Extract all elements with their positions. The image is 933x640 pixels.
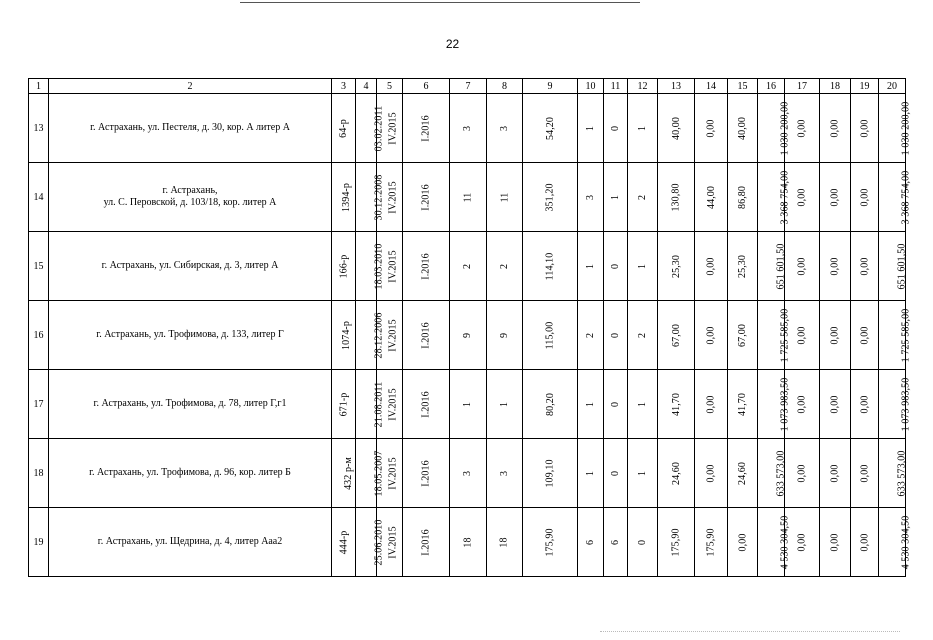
table-row	[29, 94, 906, 163]
cell-c14	[695, 508, 728, 577]
cell-c14	[695, 370, 728, 439]
cell-c4	[356, 301, 385, 370]
cell-value-c12: 2	[636, 332, 648, 338]
cell-c16	[758, 370, 791, 439]
cell-c12	[628, 439, 658, 508]
cell-value-c18: 0,00	[829, 533, 841, 551]
cell-c8	[487, 301, 523, 370]
address-line: г. Астрахань, ул. Сибирская, д. 3, литер А	[101, 260, 279, 271]
cell-c13	[658, 439, 695, 508]
cell-value-c15: 67,00	[737, 323, 748, 347]
cell-value-c8: 11	[499, 192, 510, 202]
cell-value-c15: 41,70	[737, 392, 748, 416]
cell-value-c6: I.2016	[420, 183, 432, 211]
cell-c11	[604, 439, 628, 508]
cell-c10	[578, 439, 604, 508]
cell-value-c4: 30.12.2008	[373, 174, 385, 220]
scan-top-rule	[240, 2, 640, 3]
cell-c10	[578, 301, 604, 370]
column-number-3: 3	[332, 79, 356, 94]
cell-c3	[332, 94, 356, 163]
address-cell	[49, 439, 332, 508]
cell-value-c19: 0,00	[859, 395, 870, 413]
address-line: г. Астрахань, ул. Трофимова, д. 96, кор. литер Б	[89, 467, 291, 478]
cell-c7	[450, 301, 487, 370]
cell-c18	[820, 232, 851, 301]
cell-c20	[879, 370, 912, 439]
cell-c13	[658, 301, 695, 370]
cell-c13	[658, 232, 695, 301]
cell-value-c16: 1 725 585,00	[779, 308, 791, 362]
cell-c18	[820, 301, 851, 370]
cell-c11	[604, 301, 628, 370]
cell-value-c7: 18	[462, 536, 474, 548]
column-number-7: 7	[450, 79, 487, 94]
cell-c8	[487, 508, 523, 577]
cell-value-c5: IV.2015	[387, 456, 399, 490]
cell-value-c6: I.2016	[420, 390, 432, 418]
cell-value-c15: 24,60	[737, 461, 748, 485]
cell-value-c19: 0,00	[859, 326, 870, 344]
cell-c18	[820, 163, 851, 232]
column-number-5: 5	[377, 79, 403, 94]
cell-value-c14: 0,00	[705, 119, 717, 137]
row-number: 14	[29, 163, 49, 232]
cell-c10	[578, 163, 604, 232]
cell-value-c4: 28.12.2006	[373, 312, 385, 358]
cell-c15	[728, 301, 758, 370]
cell-c10	[578, 94, 604, 163]
cell-c19	[851, 301, 879, 370]
cell-value-c6: I.2016	[420, 114, 432, 142]
cell-value-c4: 18.03.2010	[373, 243, 385, 289]
cell-c17	[785, 439, 820, 508]
cell-c7	[450, 370, 487, 439]
cell-c19	[851, 232, 879, 301]
cell-value-c19: 0,00	[859, 257, 870, 275]
row-number: 16	[29, 301, 49, 370]
cell-value-c13: 25,30	[670, 254, 682, 278]
column-number-4: 4	[356, 79, 377, 94]
cell-value-c19: 0,00	[859, 188, 870, 206]
row-number: 17	[29, 370, 49, 439]
cell-value-c3: 671-р	[338, 392, 350, 416]
cell-value-c12: 1	[636, 263, 648, 269]
cell-value-c16: 651 601,50	[775, 243, 787, 289]
cell-c4	[356, 439, 385, 508]
cell-value-c14: 0,00	[705, 257, 717, 275]
cell-c16	[758, 439, 785, 508]
cell-c7	[450, 94, 487, 163]
cell-c19	[851, 439, 879, 508]
cell-value-c8: 9	[498, 332, 510, 338]
cell-value-c5: IV.2015	[387, 249, 399, 283]
cell-c7	[450, 439, 487, 508]
cell-c7	[450, 508, 487, 577]
cell-value-c11: 1	[609, 194, 621, 200]
cell-value-c20: 651 601,50	[896, 243, 908, 289]
cell-value-c5: IV.2015	[387, 318, 399, 352]
cell-value-c18: 0,00	[829, 257, 841, 275]
cell-c18	[820, 508, 851, 577]
cell-value-c17: 0,00	[796, 533, 808, 551]
cell-value-c8: 3	[498, 125, 510, 131]
cell-value-c7: 11	[462, 192, 474, 202]
address-cell	[49, 370, 332, 439]
cell-value-c13: 41,70	[670, 392, 682, 416]
address-line: г. Астрахань, ул. Трофимова, д. 78, литер Г,г1	[93, 398, 287, 409]
cell-value-c6: I.2016	[420, 459, 432, 487]
cell-c12	[628, 232, 658, 301]
cell-c7	[450, 232, 487, 301]
cell-value-c7: 3	[462, 470, 474, 476]
cell-value-c4: 25.06.2010	[373, 519, 385, 565]
cell-value-c11: 0	[609, 332, 621, 338]
cell-value-c10: 3	[584, 194, 596, 200]
cell-value-c13: 130,80	[670, 182, 682, 212]
table-row	[29, 232, 906, 301]
cell-c18	[820, 94, 851, 163]
cell-value-c13: 175,90	[670, 527, 682, 557]
cell-c13	[658, 508, 695, 577]
cell-value-c14: 175,90	[705, 527, 717, 557]
cell-value-c10: 1	[584, 125, 596, 131]
address-cell	[49, 163, 332, 232]
column-number-9: 9	[523, 79, 578, 94]
cell-value-c4: 21.08.2011	[373, 381, 385, 427]
cell-value-c20: 3 368 754,00	[900, 170, 912, 224]
cell-value-c19: 0,00	[859, 119, 870, 137]
cell-c15	[728, 232, 758, 301]
cell-value-c10: 6	[584, 539, 596, 545]
cell-value-c18: 0,00	[829, 188, 841, 206]
page-number: 22	[445, 37, 460, 51]
column-number-1: 1	[29, 79, 49, 94]
cell-value-c16: 3 368 754,00	[779, 170, 791, 224]
cell-value-c4: 18.05.2007	[373, 450, 385, 496]
cell-value-c9: 54,20	[544, 116, 556, 140]
cell-value-c5: IV.2015	[387, 525, 399, 559]
cell-c19	[851, 508, 879, 577]
cell-value-c5: IV.2015	[387, 387, 399, 421]
address-cell	[49, 232, 332, 301]
row-number: 15	[29, 232, 49, 301]
table-row	[29, 301, 906, 370]
cell-value-c20: 4 530 304,50	[900, 515, 912, 569]
cell-c8	[487, 163, 523, 232]
cell-value-c12: 2	[636, 194, 648, 200]
scan-bottom-marks	[600, 631, 900, 636]
cell-c15	[728, 163, 758, 232]
cell-value-c13: 24,60	[670, 461, 682, 485]
cell-value-c16: 4 530 304,50	[779, 515, 791, 569]
cell-value-c14: 0,00	[705, 464, 717, 482]
column-number-10: 10	[578, 79, 604, 94]
cell-c6	[403, 508, 450, 577]
table-row	[29, 439, 906, 508]
cell-c16	[758, 94, 791, 163]
cell-c3	[332, 439, 356, 508]
cell-c12	[628, 163, 658, 232]
cell-c6	[403, 163, 450, 232]
cell-c19	[851, 94, 879, 163]
cell-c3	[332, 163, 356, 232]
cell-c18	[820, 370, 851, 439]
column-number-row	[29, 79, 906, 94]
cell-c12	[628, 508, 658, 577]
cell-c20	[879, 232, 906, 301]
cell-c20	[879, 94, 912, 163]
cell-value-c3: 64-р	[337, 118, 349, 138]
address-line: ул. С. Перовской, д. 103/18, кор. литер А	[103, 197, 277, 208]
cell-value-c6: I.2016	[420, 321, 432, 349]
cell-value-c12: 1	[636, 401, 648, 407]
column-number-15: 15	[728, 79, 758, 94]
cell-c9	[523, 439, 578, 508]
cell-value-c7: 1	[462, 401, 474, 407]
cell-value-c4: 03.02.2011	[373, 105, 385, 151]
cell-c16	[758, 163, 791, 232]
column-number-8: 8	[487, 79, 523, 94]
cell-c15	[728, 439, 758, 508]
address-cell	[49, 508, 332, 577]
cell-value-c3: 1074-р	[340, 320, 352, 350]
housing-register-table	[28, 78, 912, 577]
column-number-2: 2	[49, 79, 332, 94]
cell-c11	[604, 94, 628, 163]
cell-value-c18: 0,00	[829, 326, 841, 344]
cell-c6	[403, 94, 450, 163]
cell-value-c3: 444-р	[338, 530, 350, 554]
cell-value-c9: 351,20	[544, 182, 556, 212]
cell-c16	[758, 232, 785, 301]
cell-value-c14: 0,00	[705, 395, 717, 413]
cell-c4	[356, 94, 385, 163]
address-cell	[49, 94, 332, 163]
cell-value-c10: 1	[584, 401, 596, 407]
cell-c16	[758, 301, 791, 370]
cell-c19	[851, 163, 879, 232]
cell-c6	[403, 370, 450, 439]
column-number-19: 19	[851, 79, 879, 94]
cell-value-c8: 2	[498, 263, 510, 269]
cell-c20	[879, 163, 912, 232]
cell-value-c10: 1	[584, 263, 596, 269]
cell-value-c15: 25,30	[737, 254, 748, 278]
cell-c8	[487, 94, 523, 163]
cell-value-c9: 109,10	[544, 458, 556, 488]
column-number-12: 12	[628, 79, 658, 94]
cell-value-c12: 1	[636, 470, 648, 476]
cell-value-c19: 0,00	[859, 533, 870, 551]
address-line: г. Астрахань,	[162, 185, 218, 196]
cell-value-c18: 0,00	[829, 395, 841, 413]
cell-value-c3: 166-р	[338, 254, 350, 278]
cell-value-c11: 6	[609, 539, 621, 545]
row-number: 18	[29, 439, 49, 508]
column-number-11: 11	[604, 79, 628, 94]
cell-c10	[578, 508, 604, 577]
cell-value-c19: 0,00	[859, 464, 870, 482]
cell-value-c17: 0,00	[796, 326, 808, 344]
cell-c9	[523, 94, 578, 163]
cell-value-c3: 1394-р	[340, 182, 352, 212]
cell-value-c20: 1 030 200,00	[900, 101, 912, 155]
cell-c19	[851, 370, 879, 439]
cell-c20	[879, 439, 906, 508]
cell-value-c17: 0,00	[796, 395, 808, 413]
cell-value-c18: 0,00	[829, 464, 841, 482]
table-body	[29, 79, 912, 577]
cell-value-c5: IV.2015	[387, 111, 399, 145]
cell-value-c15: 40,00	[737, 116, 748, 140]
cell-value-c20: 633 573,00	[896, 450, 908, 496]
cell-value-c11: 0	[609, 125, 621, 131]
cell-c15	[728, 508, 758, 577]
column-number-6: 6	[403, 79, 450, 94]
cell-c3	[332, 508, 356, 577]
column-number-16: 16	[758, 79, 785, 94]
cell-c6	[403, 439, 450, 508]
cell-value-c7: 3	[462, 125, 474, 131]
cell-value-c20: 1 073 983,50	[900, 377, 912, 431]
cell-c3	[332, 232, 356, 301]
cell-c17	[785, 232, 820, 301]
cell-value-c15: 0,00	[737, 533, 748, 551]
cell-value-c14: 0,00	[705, 326, 717, 344]
cell-value-c8: 18	[498, 536, 510, 548]
cell-c6	[403, 232, 450, 301]
cell-c18	[820, 439, 851, 508]
cell-value-c17: 0,00	[796, 257, 808, 275]
cell-value-c13: 67,00	[670, 323, 682, 347]
cell-value-c8: 3	[498, 470, 510, 476]
cell-c9	[523, 508, 578, 577]
cell-c10	[578, 232, 604, 301]
table-row	[29, 370, 906, 439]
cell-value-c18: 0,00	[829, 119, 841, 137]
cell-value-c16: 1 073 983,50	[779, 377, 791, 431]
cell-value-c16: 1 030 200,00	[779, 101, 791, 155]
cell-c11	[604, 370, 628, 439]
cell-value-c9: 115,00	[544, 321, 556, 349]
table-row	[29, 508, 906, 577]
cell-value-c12: 1	[636, 125, 648, 131]
cell-c9	[523, 163, 578, 232]
cell-c20	[879, 301, 912, 370]
cell-c8	[487, 370, 523, 439]
cell-value-c20: 1 725 585,00	[900, 308, 912, 362]
cell-value-c9: 80,20	[544, 392, 556, 416]
cell-c10	[578, 370, 604, 439]
column-number-14: 14	[695, 79, 728, 94]
cell-value-c17: 0,00	[796, 188, 808, 206]
cell-value-c7: 2	[462, 263, 474, 269]
cell-c9	[523, 370, 578, 439]
cell-c4	[356, 370, 385, 439]
cell-value-c11: 0	[609, 401, 621, 407]
cell-value-c8: 1	[498, 401, 510, 407]
cell-value-c3: 432 р-м	[342, 456, 354, 490]
cell-value-c7: 9	[462, 332, 474, 338]
cell-c12	[628, 301, 658, 370]
cell-c14	[695, 232, 728, 301]
cell-c7	[450, 163, 487, 232]
cell-value-c16: 633 573,00	[775, 450, 787, 496]
cell-value-c9: 175,90	[544, 527, 556, 557]
cell-c15	[728, 94, 758, 163]
cell-value-c17: 0,00	[796, 464, 808, 482]
cell-c13	[658, 94, 695, 163]
cell-c8	[487, 232, 523, 301]
cell-c16	[758, 508, 791, 577]
row-number: 19	[29, 508, 49, 577]
cell-c11	[604, 232, 628, 301]
cell-c4	[356, 508, 385, 577]
cell-c9	[523, 301, 578, 370]
cell-value-c9: 114,10	[544, 252, 556, 280]
cell-value-c15: 86,80	[737, 185, 748, 209]
cell-c4	[356, 163, 385, 232]
column-number-17: 17	[785, 79, 820, 94]
cell-c14	[695, 301, 728, 370]
cell-c15	[728, 370, 758, 439]
column-number-18: 18	[820, 79, 851, 94]
cell-value-c10: 2	[584, 332, 596, 338]
cell-c20	[879, 508, 912, 577]
cell-value-c13: 40,00	[670, 116, 682, 140]
address-cell	[49, 301, 332, 370]
address-line: г. Астрахань, ул. Щедрина, д. 4, литер Ааа2	[97, 536, 283, 547]
cell-c14	[695, 163, 728, 232]
cell-value-c14: 44,00	[705, 185, 717, 209]
cell-c14	[695, 94, 728, 163]
cell-c12	[628, 370, 658, 439]
cell-c4	[356, 232, 385, 301]
cell-c11	[604, 163, 628, 232]
cell-value-c11: 0	[609, 263, 621, 269]
cell-c11	[604, 508, 628, 577]
address-line: г. Астрахань, ул. Трофимова, д. 133, литер Г	[96, 329, 284, 340]
cell-c8	[487, 439, 523, 508]
cell-c13	[658, 163, 695, 232]
cell-c3	[332, 301, 356, 370]
cell-c6	[403, 301, 450, 370]
column-number-20: 20	[879, 79, 906, 94]
cell-c14	[695, 439, 728, 508]
cell-value-c6: I.2016	[420, 528, 432, 556]
cell-value-c11: 0	[609, 470, 621, 476]
cell-value-c12: 0	[636, 539, 648, 545]
cell-c3	[332, 370, 356, 439]
column-number-13: 13	[658, 79, 695, 94]
table-row	[29, 163, 906, 232]
address-line: г. Астрахань, ул. Пестеля, д. 30, кор. А литер А	[90, 122, 290, 133]
cell-value-c10: 1	[584, 470, 596, 476]
cell-value-c6: I.2016	[420, 252, 432, 280]
cell-c12	[628, 94, 658, 163]
cell-c13	[658, 370, 695, 439]
cell-value-c5: IV.2015	[387, 180, 399, 214]
cell-c9	[523, 232, 578, 301]
row-number: 13	[29, 94, 49, 163]
cell-value-c17: 0,00	[796, 119, 808, 137]
